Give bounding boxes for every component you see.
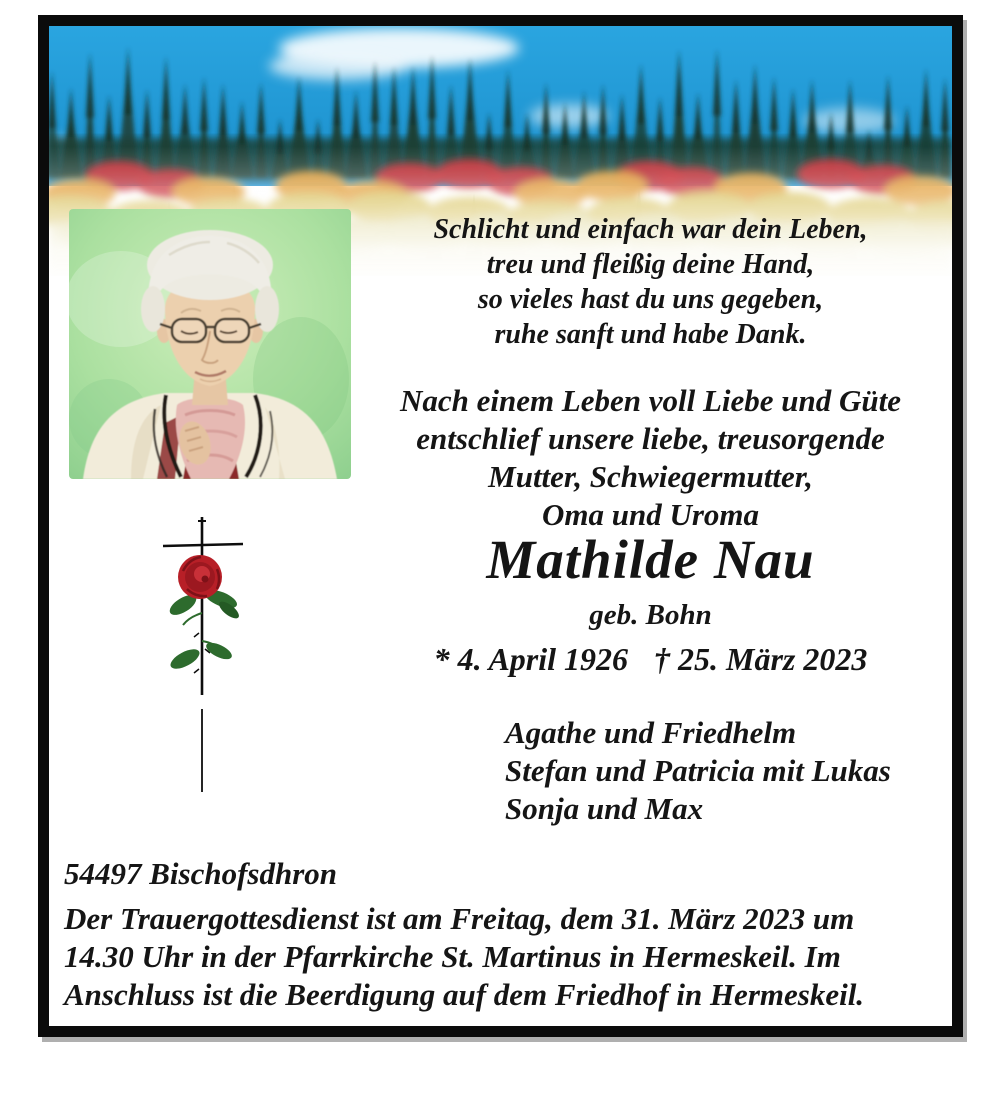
funeral-line: Der Trauergottesdienst ist am Freitag, dem 31. März 2023 um (64, 901, 855, 936)
death-date: † 25. März 2023 (654, 641, 868, 677)
funeral-details (64, 900, 944, 1014)
poem-line: so vieles hast du uns gegeben, (477, 284, 824, 315)
life-dates (349, 640, 952, 678)
leaves (167, 586, 242, 673)
birth-date: * 4. April 1926 (433, 641, 629, 677)
maiden-name: geb. Bohn (589, 599, 712, 631)
mourner-line: Stefan und Patricia mit Lukas (505, 753, 891, 788)
deceased-name: Mathilde Nau (486, 529, 815, 590)
rose-bloom (178, 555, 222, 599)
announcement-line: entschlief unsere liebe, treusorgende (416, 421, 885, 456)
text-column (349, 26, 952, 1026)
funeral-line: Anschluss ist die Beerdigung auf dem Friedhof in Hermeskeil. (64, 977, 865, 1012)
announcement-text (349, 382, 952, 534)
mourners-list (349, 714, 952, 828)
announcement-line: Nach einem Leben voll Liebe und Güte (399, 383, 902, 418)
poem-line: treu und fleißig deine Hand, (486, 249, 815, 280)
address-line: 54497 Bischofsdhron (64, 856, 338, 891)
mourner-line: Sonja und Max (505, 791, 704, 826)
poem-line: ruhe sanft und habe Dank. (494, 319, 807, 350)
portrait-photo (69, 209, 351, 479)
rose-cross-icon (159, 513, 251, 798)
notice-frame (38, 15, 963, 1037)
announcement-line: Mutter, Schwiegermutter, (488, 459, 813, 494)
mourner-line: Agathe und Friedhelm (505, 715, 797, 750)
memorial-poem (349, 212, 952, 352)
poem-line: Schlicht und einfach war dein Leben, (433, 214, 868, 245)
announcement-line: Oma und Uroma (541, 497, 760, 532)
funeral-line: 14.30 Uhr in der Pfarrkirche St. Martinus in Hermeskeil. Im (64, 939, 841, 974)
